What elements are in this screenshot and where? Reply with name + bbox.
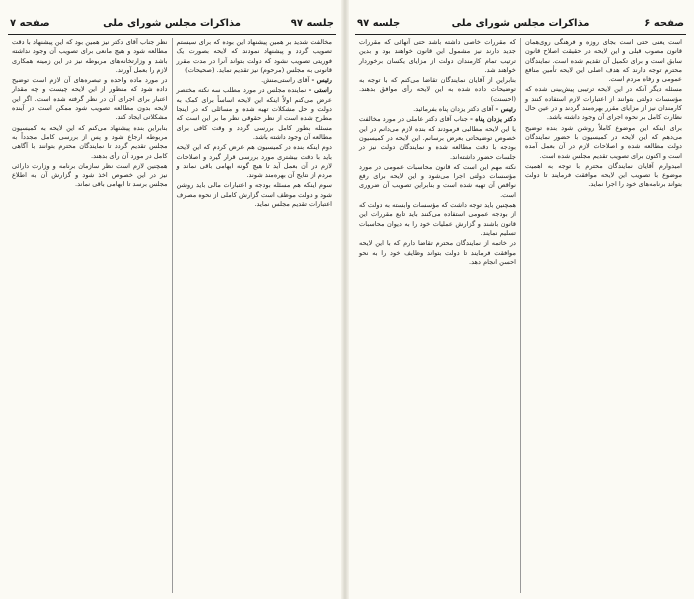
paragraph-text: آقای دکتر یزدان پناه بفرمائید.	[413, 105, 496, 114]
paragraph	[525, 124, 682, 161]
text-column-left	[355, 38, 521, 593]
paragraph-text: مخالفت شدید بر همین پیشنهاد این بوده که برای سیستم تصویب گردد و پیشنهاد نمودند که لایحه بصورت یک فوریتی تصویب نشود که دولت بتواند آنرا در مدت مقرر قانونی به مجلس (مرحوم) نیز تقدیم نماید. (صحیحات)	[176, 38, 332, 74]
paragraph-text: برای اینکه این موضوع کاملاً روشن شود بنده توضیح می‌دهم که این لایحه در کمیسیون با حضور نمایندگان دولت مطالعه شده و اصلاحات لازم در آن بعمل آمده است و اکنون برای تصویب تقدیم مجلس شده است.	[525, 123, 682, 160]
paragraph	[177, 76, 333, 85]
paragraph	[359, 201, 516, 238]
paragraph-text: نماینده مجلس در مورد مطلب سه نکته مختصر عرض می‌کنم اولاً اینکه این لایحه اساساً برای کمک به دولت و حل مشکلات تهیه شده و مسائلی که در اینجا مطرح شده است از نظر حقوقی نظر ما بر این است که مسئله بطور کامل بررسی گردد و وقت کافی برای مطالعه آن وجود داشته باشد.	[176, 86, 332, 141]
paragraph	[12, 76, 168, 122]
text-column-right	[521, 38, 686, 593]
running-title: مذاکرات مجلس شورای ملی	[451, 18, 590, 29]
page-7	[0, 0, 344, 599]
paragraph-text: در خاتمه از نمایندگان محترم تقاضا دارم که با این لایحه موافقت فرمایند تا دولت بتواند وظایف خود را به نحو احسن انجام دهد.	[359, 239, 516, 266]
paragraph-text: همچنین باید توجه داشت که مؤسسات وابسته به دولت که از بودجه عمومی استفاده می‌کنند باید تابع مقررات این قانون باشند و گزارش عملیات خود را به دیوان محاسبات تسلیم نمایند.	[359, 201, 516, 237]
paragraph	[359, 105, 516, 114]
page-number: صفحه ۶	[644, 18, 684, 29]
text-columns	[8, 38, 336, 593]
paragraph-text: آقای راستی‌منش.	[261, 76, 312, 85]
running-title: مذاکرات مجلس شورای ملی	[103, 18, 241, 29]
paragraph	[359, 163, 516, 200]
paragraph-text: نکته مهم این است که قانون محاسبات عمومی در مورد مؤسسات دولتی اجرا می‌شود و این لایحه برای رفع نواقص آن تهیه شده است و بنابراین تصویب آن ضروری است.	[359, 162, 516, 199]
page-header	[8, 14, 336, 35]
paragraph-text: مسئله دیگر آنکه در این لایحه ترتیبی پیش‌بینی شده که مؤسسات دولتی بتوانند از اعتبارات لازم استفاده کنند و کارمندان نیز از مزایای مقرر بهره‌مند گردند و در عین حال نظارت کامل بر نحوه اجرای آن وجود داشته باشد.	[525, 85, 682, 122]
paragraph-text: امیدوارم آقایان نمایندگان محترم با توجه به اهمیت موضوع با تصویب این لایحه موافقت فرمایند تا دولت بتواند برنامه‌های خود را اجرا نماید.	[525, 161, 682, 189]
paragraph-text: است یعنی حتی است بجای روزه و فرهنگی روی‌همان قانون مصوب قبلی و این لایحه در حقیقت اصلاح قانون سابق است و برای تکمیل آن تقدیم شده است. نمایندگان محترم توجه دارند که هدف اصلی این لایحه تأمین منافع عمومی و رفاه مردم است.	[525, 38, 682, 84]
text-columns	[355, 38, 686, 593]
session-number: جلسه ۹۷	[290, 18, 334, 29]
page-header	[355, 14, 686, 35]
paragraph	[525, 162, 682, 190]
paragraph-text: بنابراین بنده پیشنهاد می‌کنم که این لایحه به کمیسیون مربوطه ارجاع شود و پس از بررسی کامل مجدداً به مجلس تقدیم گردد تا نمایندگان محترم بتوانند با آگاهی کامل در مورد آن رأی بدهند.	[12, 123, 168, 160]
paragraph-text: در مورد ماده واحده و تبصره‌های آن لازم است توضیح داده شود که منظور از این لایحه چیست و چه مقدار اعتبار برای اجرای آن در نظر گرفته شده است. اگر این لایحه بدون مطالعه تصویب شود ممکن است در آینده مشکلاتی ایجاد کند.	[12, 76, 168, 122]
paragraph	[359, 239, 516, 267]
paragraph-text: که مقررات خاصی داشته باشد حتی آنهائی که مقررات جدید دارند نیز مشمول این قانون خواهند بود و بدین ترتیب تمام کارمندان دولت از مزایای یکسان برخوردار خواهند شد.	[359, 38, 516, 74]
paragraph-text: نظر جناب آقای دکتر نیز همین بود که این پیشنهاد با دقت مطالعه شود و هیچ مانعی برای تصویب آن وجود نداشته باشد و وزارتخانه‌های مربوطه نیز در این زمینه همکاری لازم را بعمل آورند.	[12, 38, 168, 74]
page-6	[347, 0, 694, 599]
speaker-name: رئیس -	[495, 105, 516, 114]
paragraph	[359, 115, 516, 161]
speaker-name: دکتر یزدان پناه -	[470, 115, 516, 124]
paragraph	[177, 181, 333, 209]
paragraph	[359, 76, 516, 104]
paragraph-text: دوم اینکه بنده در کمیسیون هم عرض کردم که این لایحه باید با دقت بیشتری مورد بررسی قرار گیرد و اصلاحات لازم در آن بعمل آید تا هیچ گونه ابهامی باقی نماند و مردم از نتایج آن بهره‌مند شوند.	[176, 143, 332, 180]
paragraph	[525, 85, 682, 122]
paragraph-text: همچنین لازم است نظر سازمان برنامه و وزارت دارائی نیز در این خصوص اخذ شود و گزارش آن به اطلاع مجلس برسد تا ابهامی باقی نماند.	[12, 161, 168, 189]
paragraph	[177, 143, 333, 180]
paragraph-text: سوم اینکه هم مسئله بودجه و اعتبارات مالی باید روشن شود و دولت موظف است گزارش کاملی از نحوه مصرف اعتبارات تقدیم مجلس نماید.	[176, 181, 332, 209]
text-column-left	[8, 38, 173, 593]
paragraph	[359, 38, 516, 75]
paragraph	[177, 38, 333, 75]
paragraph	[12, 162, 168, 190]
paragraph	[12, 124, 168, 161]
paragraph	[177, 86, 333, 142]
speaker-name: رئیس -	[311, 76, 332, 85]
speaker-name: راستی -	[308, 86, 333, 95]
page-number: صفحه ۷	[10, 18, 50, 29]
text-column-right	[173, 38, 337, 593]
paragraph-text: بنابراین از آقایان نمایندگان تقاضا می‌کنم که با توجه به توضیحات داده شده به این لایحه رأی موافق بدهند. (احسنت)	[359, 76, 516, 103]
paragraph	[525, 38, 682, 84]
paragraph-text: جناب آقای دکتر عاملی در مورد مخالفت با این لایحه مطالبی فرمودند که بنده لازم می‌دانم در این خصوص توضیحاتی بعرض برسانم. این لایحه در کمیسیون بودجه با دقت مطالعه شده و نمایندگان دولت نیز در جلسات حضور داشته‌اند.	[359, 115, 516, 161]
session-number: جلسه ۹۷	[357, 18, 401, 29]
paragraph	[12, 38, 168, 75]
